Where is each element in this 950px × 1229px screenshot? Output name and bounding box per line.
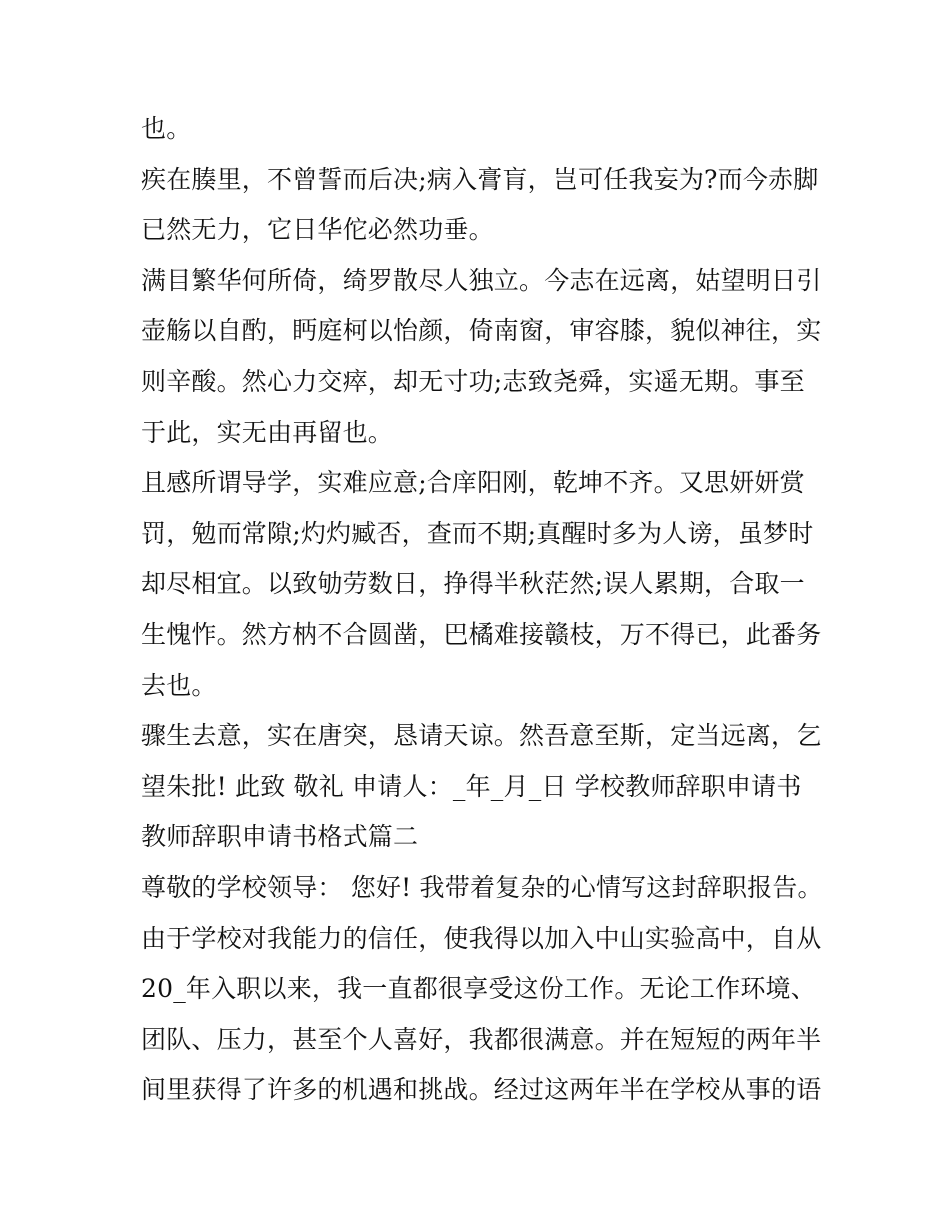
text-line: 20_年入职以来，我一直都很享受这份工作。无论工作环境、 — [141, 974, 816, 1004]
section-heading: 教师辞职申请书格式篇二 — [141, 822, 419, 852]
text-line: 则辛酸。然心力交瘁，却无寸功;志致尧舜，实遥无期。事至 — [141, 366, 805, 396]
text-line: 已然无力，它日华佗必然功垂。 — [141, 215, 494, 245]
text-line: 望朱批! 此致 敬礼 申请人：_年_月_日 学校教师辞职申请书 — [141, 771, 802, 801]
text-line: 满目繁华何所倚，绮罗散尽人独立。今志在远离，姑望明日引 — [141, 265, 822, 295]
text-line: 也。 — [141, 114, 192, 143]
text-line: 却尽相宜。以致劬劳数日，挣得半秋茫然;误人累期，合取一 — [141, 569, 805, 599]
text-line: 于此，实无由再留也。 — [141, 417, 394, 447]
text-line: 罚，勉而常隙;灼灼臧否，查而不期;真醒时多为人谤，虽梦时 — [141, 518, 814, 548]
text-line: 疾在腠里，不曾誓而后决;病入膏肓，岂可任我妄为?而今赤脚 — [141, 164, 819, 194]
text-line: 壶觞以自酌，眄庭柯以怡颜，倚南窗，审容膝，貌似神往，实 — [141, 316, 822, 346]
document-body — [141, 104, 821, 1116]
text-line: 生愧怍。然方枘不合圆凿，巴橘难接赣枝，万不得已，此番务 — [141, 619, 822, 649]
text-line: 骤生去意，实在唐突，恳请天谅。然吾意至斯，定当远离，乞 — [141, 721, 822, 751]
text-line: 间里获得了许多的机遇和挑战。经过这两年半在学校从事的语 — [141, 1075, 822, 1105]
text-line: 去也。 — [141, 670, 217, 700]
text-line: 且感所谓导学，实难应意;合庠阳刚，乾坤不齐。又思妍妍赏 — [141, 468, 805, 498]
text-line: 团队、压力，甚至个人喜好，我都很满意。并在短短的两年半 — [141, 1024, 822, 1054]
text-line: 由于学校对我能力的信任，使我得以加入中山实验高中，自从 — [141, 923, 822, 953]
text-line: 尊敬的学校领导： 您好! 我带着复杂的心情写这封辞职报告。 — [141, 872, 823, 902]
